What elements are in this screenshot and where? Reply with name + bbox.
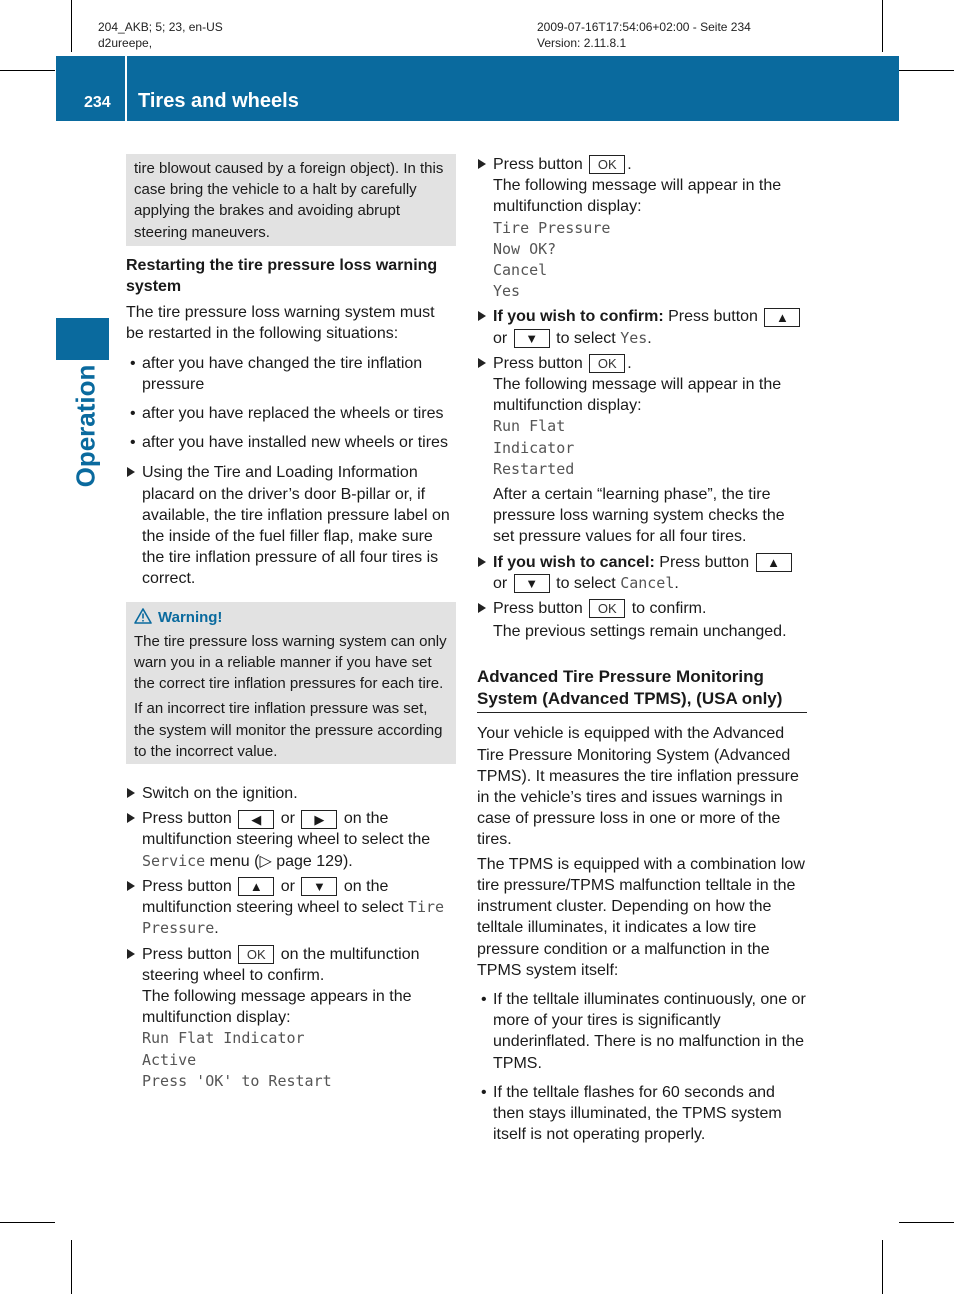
- step-text: or: [493, 329, 508, 347]
- display-message-line: Tire Pressure: [493, 218, 611, 237]
- continued-warning-text: tire blowout caused by a foreign object). In this case bring the vehicle to a halt by carefully applying the brakes and avoiding abrupt steering maneuvers.: [134, 160, 444, 241]
- list-item-text: after you have installed new wheels or tires: [142, 434, 448, 452]
- step-text: on the multifunction steering wheel to select: [142, 877, 404, 917]
- crop-mark: [882, 0, 883, 52]
- step-text: on the multifunction steering wheel to confirm.: [142, 945, 420, 984]
- display-message-line: Press 'OK' to Restart: [142, 1071, 332, 1090]
- instruction-step: [477, 306, 807, 348]
- step-text: menu (▷ page 129).: [209, 852, 353, 870]
- step-arrow-icon: [127, 467, 135, 477]
- display-message-line: Indicator: [493, 438, 575, 457]
- step-text: Press button: [493, 354, 583, 372]
- step-text: to confirm.: [631, 600, 707, 618]
- step-text: or: [280, 810, 295, 828]
- step-text: Press button: [142, 810, 232, 828]
- print-meta-line: 2009-07-16T17:54:06+02:00 - Seite 234: [537, 20, 751, 34]
- display-text: Tire Pressure: [142, 898, 445, 938]
- display-message-line: Cancel: [493, 261, 548, 280]
- page-title: Tires and wheels: [138, 90, 299, 112]
- step-arrow-icon: [127, 881, 135, 891]
- left-arrow-key-icon: ◀: [238, 810, 274, 829]
- instruction-step: [126, 944, 456, 1092]
- step-text: Press button: [493, 600, 583, 618]
- section-tab: [62, 364, 110, 488]
- list-item: [126, 353, 456, 395]
- right-arrow-key-icon: ▶: [301, 810, 337, 829]
- instruction-step: [126, 783, 456, 804]
- instruction-step: [126, 876, 456, 940]
- instruction-step: [126, 462, 456, 589]
- step-text: The previous settings remain unchanged.: [493, 623, 787, 641]
- paragraph: The TPMS is equipped with a combination low tire pressure/TPMS malfunction telltale in the instrument cluster. Depending on how the telltale illuminates, it indicates a low tire pressure condition or a malfunction in the TPMS system itself:: [477, 855, 805, 979]
- step-text: Using the Tire and Loading Information placard on the driver’s door B-pillar or, if available, the tire inflation pressure label on the inside of the fuel filler flap, make sure the tire inflation pressure of all four tires is correct.: [142, 464, 450, 588]
- left-column: [126, 154, 456, 1092]
- step-condition: If you wish to cancel:: [493, 553, 655, 571]
- ok-key-icon: OK: [589, 354, 625, 373]
- warning-text: The tire pressure loss warning system can only warn you in a reliable manner if you have set the correct tire inflation pressures for each tire.: [134, 632, 447, 693]
- step-text: or: [493, 574, 508, 592]
- section-tab-marker: [56, 318, 109, 360]
- print-meta-left: [98, 19, 223, 51]
- display-message-line: Now OK?: [493, 239, 557, 258]
- instruction-step: [477, 552, 807, 594]
- down-arrow-key-icon: ▼: [514, 329, 550, 348]
- step-text: .: [214, 920, 219, 938]
- page-number: 234: [84, 94, 111, 111]
- crop-mark: [0, 1222, 55, 1223]
- step-text: Press button: [659, 553, 750, 571]
- warning-box: [126, 602, 456, 764]
- display-message-line: Restarted: [493, 459, 575, 478]
- instruction-step: [477, 353, 807, 548]
- step-text: The following message will appear in the multifunction display:: [493, 376, 782, 415]
- step-text: Press button: [493, 156, 583, 173]
- step-text: Press button: [668, 308, 758, 326]
- down-arrow-key-icon: ▼: [514, 574, 550, 593]
- ok-key-icon: OK: [589, 155, 625, 174]
- step-text: The following message appears in the multifunction display:: [142, 987, 412, 1027]
- step-text: to select: [556, 329, 616, 347]
- display-text: Cancel: [620, 573, 675, 592]
- step-text: to select: [556, 574, 616, 592]
- up-arrow-key-icon: ▲: [756, 553, 792, 572]
- display-message-line: Active: [142, 1050, 197, 1069]
- instruction-step: [126, 808, 456, 872]
- list-item-text: after you have changed the tire inflation pressure: [142, 354, 423, 393]
- list-item-text: after you have replaced the wheels or tires: [142, 405, 444, 423]
- paragraph: Your vehicle is equipped with the Advanced Tire Pressure Monitoring System (Advanced TPMS). It measures the tire inflation pressure in the vehicle’s tires and issues warnings in case of pressure loss in one or more of the tires.: [477, 725, 799, 849]
- up-arrow-key-icon: ▲: [764, 308, 800, 327]
- step-arrow-icon: [127, 949, 135, 959]
- step-text: .: [627, 156, 632, 173]
- list-item: [126, 432, 456, 453]
- instruction-step: [477, 154, 807, 302]
- up-arrow-key-icon: ▲: [238, 877, 274, 896]
- list-item-text: If the telltale flashes for 60 seconds and then stays illuminated, the TPMS system itself is not operating properly.: [493, 1083, 782, 1144]
- step-text: on the multifunction steering wheel to select the: [142, 810, 431, 849]
- paragraph: The tire pressure loss warning system must be restarted in the following situations:: [126, 304, 435, 343]
- step-text: The following message will appear in the multifunction display:: [493, 177, 782, 216]
- display-message-line: Run Flat Indicator: [142, 1029, 305, 1048]
- section-heading: Advanced Tire Pressure Monitoring System (Advanced TPMS), (USA only): [477, 666, 807, 713]
- crop-mark: [899, 70, 954, 71]
- continued-warning-box: [126, 154, 456, 246]
- step-arrow-icon: [478, 159, 486, 169]
- step-arrow-icon: [127, 813, 135, 823]
- display-text: Yes: [620, 328, 648, 347]
- crop-mark: [882, 1240, 883, 1294]
- warning-title: Warning!: [158, 608, 223, 626]
- step-arrow-icon: [478, 557, 486, 567]
- list-item: [477, 1082, 807, 1146]
- print-meta-right: [537, 19, 751, 51]
- print-meta-line: 204_AKB; 5; 23, en-US: [98, 20, 223, 34]
- down-arrow-key-icon: ▼: [301, 877, 337, 896]
- crop-mark: [71, 1240, 72, 1294]
- print-meta-line: d2ureepe,: [98, 36, 153, 50]
- section-tab-label: Operation: [70, 364, 101, 488]
- step-text: .: [647, 329, 652, 347]
- step-text: Switch on the ignition.: [142, 785, 298, 803]
- warning-text: If an incorrect tire inflation pressure was set, the system will monitor the pressure according to the incorrect value.: [134, 700, 443, 760]
- display-text: Service: [142, 851, 206, 870]
- header-divider: [125, 56, 127, 121]
- crop-mark: [71, 0, 72, 52]
- print-meta-line: Version: 2.11.8.1: [537, 36, 627, 50]
- step-text: Press button: [142, 877, 232, 895]
- step-arrow-icon: [478, 603, 486, 613]
- list-item: [126, 403, 456, 424]
- crop-mark: [899, 1222, 954, 1223]
- page-header: [56, 56, 899, 121]
- step-text: or: [280, 877, 295, 895]
- step-arrow-icon: [478, 311, 486, 321]
- display-message-line: Yes: [493, 282, 521, 301]
- right-column: [477, 154, 807, 1145]
- list-item: [477, 989, 807, 1074]
- step-text: .: [627, 354, 632, 372]
- step-text: After a certain “learning phase”, the tire pressure loss warning system checks the set pressure values for all four tires.: [493, 486, 785, 546]
- list-item-text: If the telltale illuminates continuously, one or more of your tires is significantly underinflated. There is no malfunction in the TPMS.: [493, 990, 806, 1072]
- display-message-line: Run Flat: [493, 417, 566, 436]
- section-heading: Restarting the tire pressure loss warning system: [126, 256, 438, 296]
- step-text: Press button: [142, 945, 232, 963]
- ok-key-icon: OK: [589, 599, 625, 618]
- step-text: .: [674, 574, 679, 592]
- step-arrow-icon: [127, 788, 135, 798]
- crop-mark: [0, 70, 55, 71]
- warning-triangle-icon: [134, 608, 152, 624]
- instruction-step: [477, 598, 807, 642]
- step-arrow-icon: [478, 358, 486, 368]
- ok-key-icon: OK: [238, 945, 274, 964]
- step-condition: If you wish to confirm:: [493, 308, 664, 326]
